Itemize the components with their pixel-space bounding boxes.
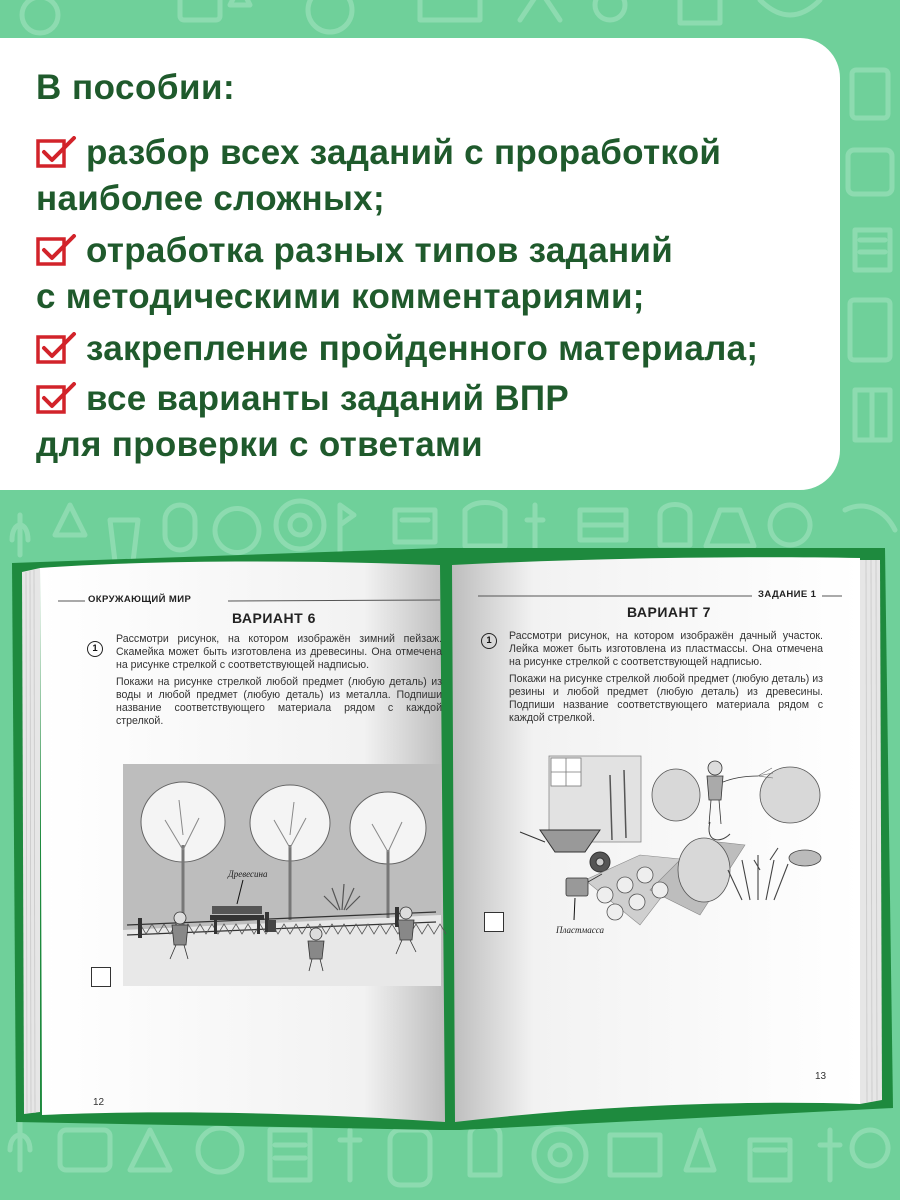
promo-item-2-line2: с методическими комментариями; xyxy=(36,277,645,316)
left-running-head: ОКРУЖАЮЩИЙ МИР xyxy=(88,594,192,605)
right-answer-box[interactable] xyxy=(484,912,504,932)
left-paragraph-1: Рассмотри рисунок, на котором изображён зимний пейзаж. Скамейка может быть изготовлена из древесины. Она отмечена на рисунке стрелкой с соответствующей надписью. xyxy=(116,633,442,671)
right-variant-title: ВАРИАНТ 7 xyxy=(627,604,711,620)
right-running-head: ЗАДАНИЕ 1 xyxy=(758,589,817,600)
promo-item-3-line1: закрепление пройденного материала; xyxy=(86,329,759,368)
promo-item-1-line1: разбор всех заданий с проработкой xyxy=(86,133,722,172)
left-task-number: 1 xyxy=(87,641,103,657)
promo-item-4-line2: для проверки с ответами xyxy=(36,425,483,464)
promo-item-1-line2: наиболее сложных; xyxy=(36,179,385,218)
right-task-number: 1 xyxy=(481,633,497,649)
right-paragraph-1: Рассмотри рисунок, на котором изображён дачный участок. Лейка может быть изготовлена из пластмассы. Она отмечена на рисунке стрелкой с соответствующей надписью. xyxy=(509,630,823,668)
left-task-text xyxy=(116,633,442,732)
promo-item-4-line1: все варианты заданий ВПР xyxy=(86,379,570,418)
left-paragraph-2: Покажи на рисунке стрелкой любой предмет (любую деталь) из воды и любой предмет (любую деталь) из металла. Подпиши название соответствующего материала рядом с каждой стрелкой. xyxy=(116,676,442,727)
promo-item-2-line1: отработка разных типов заданий xyxy=(86,231,674,270)
left-variant-title: ВАРИАНТ 6 xyxy=(232,610,316,626)
left-picture-label: Древесина xyxy=(228,869,268,879)
right-task-text xyxy=(509,630,823,729)
left-page-number: 12 xyxy=(93,1097,105,1108)
right-paragraph-2: Покажи на рисунке стрелкой любой предмет (любую деталь) из резины и любой предмет (любую деталь) из древесины. Подпиши название соответствующего материала рядом с каждой стрелкой. xyxy=(509,673,824,724)
winter-scene-illustration xyxy=(123,764,446,986)
promo-heading: В пособии: xyxy=(36,68,236,107)
left-answer-box[interactable] xyxy=(91,967,111,987)
right-page-number: 13 xyxy=(815,1071,827,1082)
right-picture-label: Пластмасса xyxy=(556,925,605,935)
